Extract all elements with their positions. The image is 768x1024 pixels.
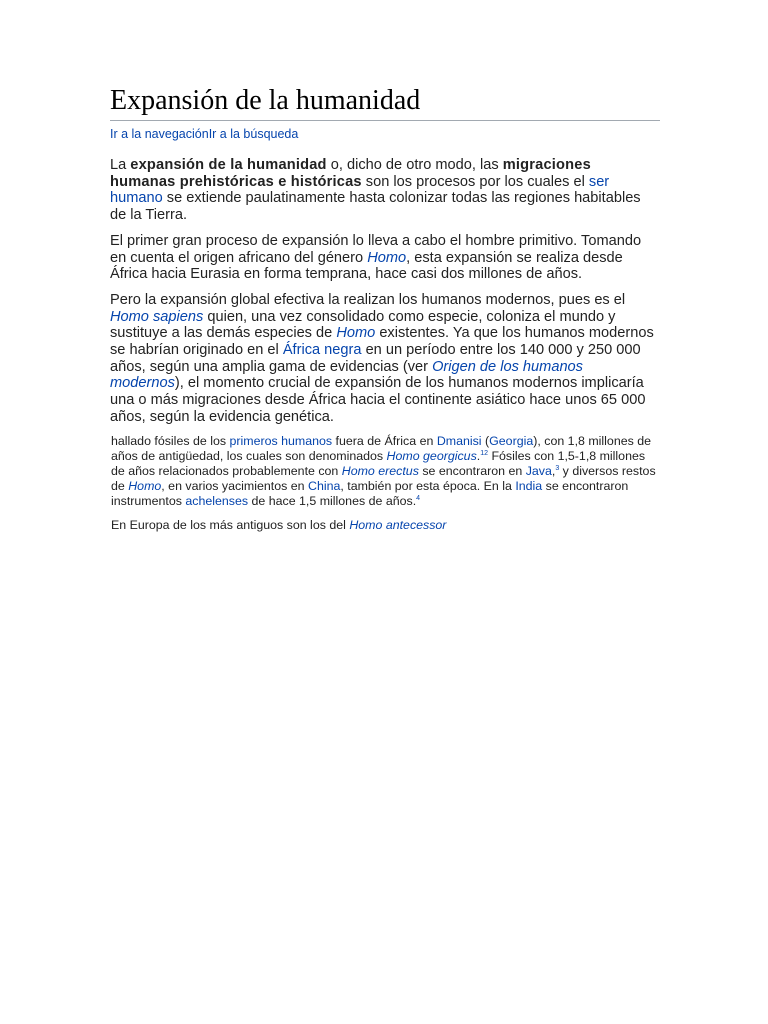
text-segment: se encontraron en xyxy=(418,463,526,478)
text-segment: ), el momento crucial de expansión de los humanos modernos implicaría una o más migraciones desde África hacia el continente asiático hace unos 65 000 años, según la evidencia genética. xyxy=(110,375,646,425)
text-segment: Pero la expansión global efectiva la realizan los humanos modernos, pues es el xyxy=(110,291,626,308)
text-segment: son los procesos por los cuales el xyxy=(361,173,589,190)
text-segment: Fósiles con 1,5-1,8 millones de años relacionados probablemente con xyxy=(111,448,646,478)
article-link[interactable]: Homo xyxy=(336,325,376,342)
page-title: Expansión de la humanidad xyxy=(110,84,660,121)
article-link[interactable]: Homo xyxy=(128,479,162,494)
text-segment: El primer gran proceso de expansión lo lleva a cabo el hombre primitivo. Tomando en cuenta el origen africano del género xyxy=(110,232,642,266)
article-link[interactable]: Java xyxy=(525,463,552,478)
text-segment: En Europa de los más antiguos son los del xyxy=(111,517,350,532)
article-link[interactable]: Origen de los humanos modernos xyxy=(110,358,583,392)
text-segment: , xyxy=(551,463,556,478)
article-link[interactable]: primeros humanos xyxy=(229,433,333,448)
paragraph xyxy=(110,518,660,533)
text-segment: se extiende paulatinamente hasta colonizar todas las regiones habitables de la Tierra. xyxy=(110,190,641,224)
article-link[interactable]: África negra xyxy=(282,342,362,359)
article-link[interactable]: Homo xyxy=(367,249,407,266)
article-link[interactable]: China xyxy=(308,479,341,494)
paragraph xyxy=(110,233,660,283)
text-segment: ), con 1,8 millones de años de antigüedad, los cuales son denominados xyxy=(111,433,652,463)
jump-to-search-link[interactable]: Ir a la búsqueda xyxy=(208,127,299,141)
paragraph xyxy=(110,157,660,224)
reference-link[interactable]: 12 xyxy=(480,449,489,457)
text-segment: existentes. Ya que los humanos modernos se habrían originado en el xyxy=(110,325,654,359)
text-segment: se encontraron instrumentos xyxy=(111,479,629,509)
bold-term: migraciones humanas prehistóricas e históricas xyxy=(110,157,591,190)
text-segment: ( xyxy=(481,433,490,448)
text-segment: quien, una vez consolidado como especie, coloniza el mundo y sustituye a las demás especies de xyxy=(110,308,616,342)
paragraph xyxy=(110,434,660,510)
article-link[interactable]: achelenses xyxy=(185,494,249,509)
text-segment: en un período entre los 140 000 y 250 000 años, según una amplia gama de evidencias (ver xyxy=(110,342,641,375)
text-segment: , en varios yacimientos en xyxy=(161,479,308,494)
article-link[interactable]: Homo erectus xyxy=(341,463,419,478)
jump-to-navigation-link[interactable]: Ir a la navegación xyxy=(110,127,209,141)
article-link[interactable]: ser humano xyxy=(110,173,610,207)
reference-link[interactable]: 3 xyxy=(555,464,560,472)
bold-term: expansión de la humanidad xyxy=(130,157,327,173)
article-link[interactable]: Georgia xyxy=(489,433,534,448)
text-segment: o, dicho de otro modo, las xyxy=(326,157,503,173)
article-link[interactable]: India xyxy=(515,479,543,494)
article-content xyxy=(110,84,660,533)
text-segment: , esta expansión se realiza desde África hacia Eurasia en forma temprana, hace casi dos millones de años. xyxy=(110,249,623,283)
paragraph xyxy=(110,292,660,426)
jump-links xyxy=(110,126,660,142)
reference-link[interactable]: 4 xyxy=(416,495,421,503)
text-segment: fuera de África en xyxy=(332,433,437,448)
article-link[interactable]: Homo sapiens xyxy=(110,308,204,325)
article-link[interactable]: Dmanisi xyxy=(436,433,482,448)
text-segment: , también por esta época. En la xyxy=(340,479,516,494)
text-segment: y diversos restos de xyxy=(111,463,656,494)
text-segment: hallado fósiles de los xyxy=(111,433,230,448)
article-link[interactable]: Homo georgicus xyxy=(386,448,477,463)
text-segment: de hace 1,5 millones de años. xyxy=(248,494,417,509)
article-body xyxy=(110,157,660,533)
text-segment: La xyxy=(110,157,131,173)
text-segment: . xyxy=(476,448,481,463)
article-link[interactable]: Homo antecessor xyxy=(349,517,447,532)
